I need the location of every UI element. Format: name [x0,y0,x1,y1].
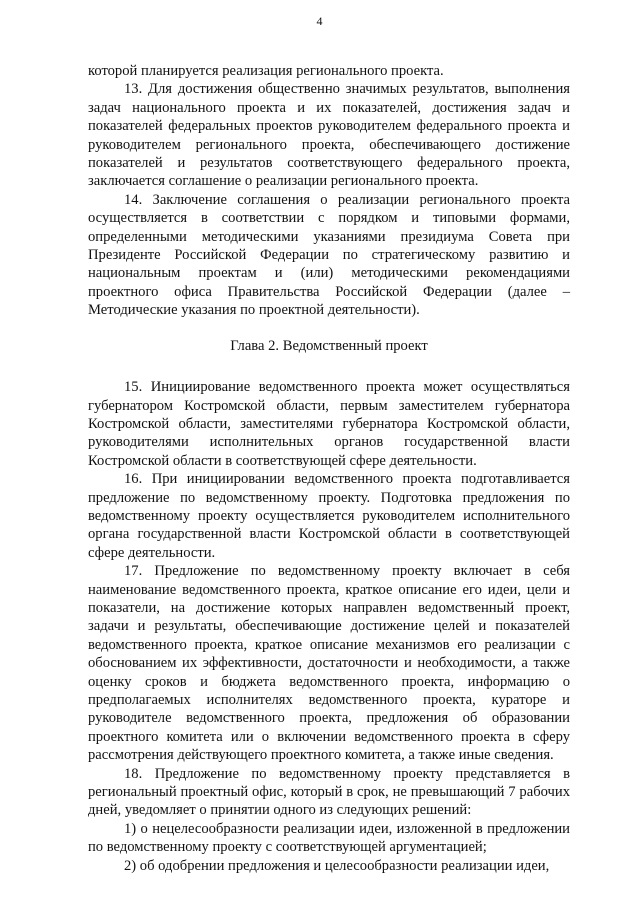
paragraph-17: 17. Предложение по ведомственному проекту включает в себя наименование ведомственного проекта, краткое описание его идеи, цели и показатели, на достижение которых направлен ведомственный проект, задачи и результаты, обеспечивающие достижение целей и показателей ведомственного проекта, краткое описание механизмов его реализации с обоснованием их эффективности, достаточности и необходимости, а также оценку сроков и бюджета ведомственного проекта, информацию о предполагаемых исполнителях ведомственного проекта, кураторе и руководителе ведомственного проекта, предложения об образовании проектного комитета или о включении ведомственного проекта в сферу рассмотрения действующего проектного комитета, а также иные сведения. [88,563,570,764]
page-number: 4 [316,14,323,28]
list-item-1: 1) о нецелесообразности реализации идеи, изложенной в предложении по ведомственному проекту с соответствующей аргументацией; [88,820,570,856]
paragraph-14: 14. Заключение соглашения о реализации регионального проекта осуществляется в соответствии с порядком и типовыми формами, определенными методическими указаниями президиума Совета при Президенте Российской Федерации по стратегическому развитию и национальным проектам и (или) методическими рекомендациями проектного офиса Правительства Российской Федерации (далее – Методические указания по проектной деятельности). [88,191,570,319]
list-item-2: 2) об одобрении предложения и целесообразности реализации идеи, [124,857,550,874]
paragraph-continuation: которой планируется реализация регионального проекта. [88,63,444,79]
paragraph-16: 16. При инициировании ведомственного проекта подготавливается предложение по ведомственному проекту. Подготовка предложения по ведомственному проекту осуществляется руководителем исполнительного органа государственной власти Костромской области в соответствующей сфере деятельности. [88,471,570,561]
paragraph-13: 13. Для достижения общественно значимых результатов, выполнения задач национального проекта и их показателей, достижения задач и показателей федеральных проектов руководителем федерального проекта и руководителем регионального проекта, обеспечивающего достижение показателей и результатов соответствующего федерального проекта, заключается соглашение о реализации регионального проекта. [88,81,570,190]
paragraph-15: 15. Инициирование ведомственного проекта может осуществляться губернатором Костромской области, первым заместителем губернатора Костромской области, заместителями губернатора Костромской области, руководителями исполнительных органов государственной власти Костромской области в соответствующей сфере деятельности. [88,379,570,469]
paragraph-18: 18. Предложение по ведомственному проекту представляется в региональный проектный офис, который в срок, не превышающий 7 рабочих дней, уведомляет о принятии одного из следующих решений: [88,765,570,819]
chapter-title: Глава 2. Ведомственный проект [230,337,428,354]
document-body [88,62,570,875]
